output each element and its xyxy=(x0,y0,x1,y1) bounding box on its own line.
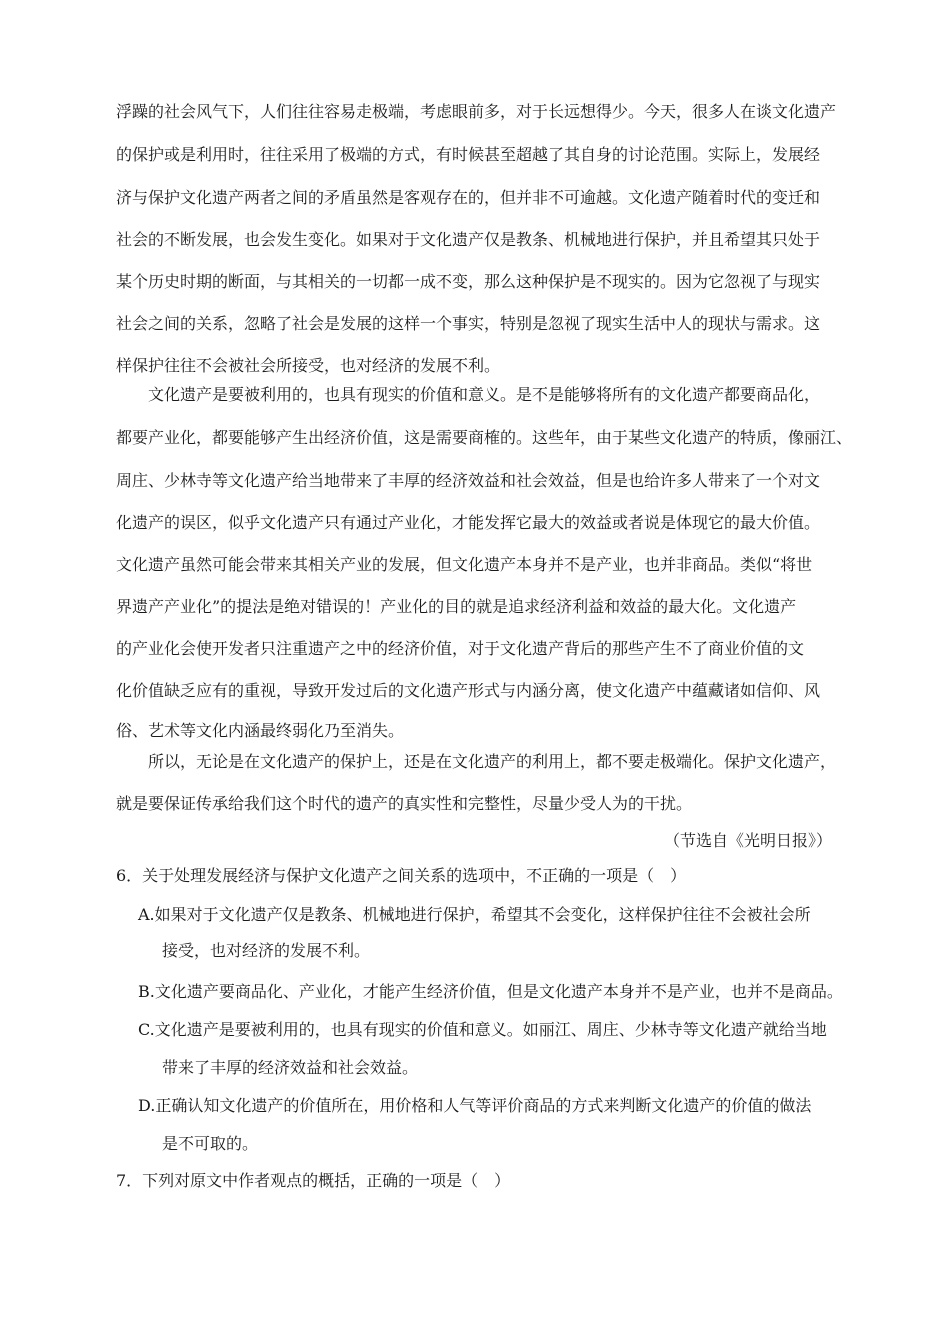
passage-line: 文化遗产虽然可能会带来其相关产业的发展，但文化遗产本身并不是产业，也并非商品。类似“将世 xyxy=(116,555,813,574)
passage-line: 化遗产的误区，似乎文化遗产只有通过产业化，才能发挥它最大的效益或者说是体现它的最大价值。 xyxy=(116,513,821,532)
passage-line: 就是要保证传承给我们这个时代的遗产的真实性和完整性，尽量少受人为的干扰。 xyxy=(116,794,693,813)
passage-line: 文化遗产是要被利用的，也具有现实的价值和意义。是不是能够将所有的文化遗产都要商品化， xyxy=(148,385,821,404)
passage-line: 都要产业化，都要能够产生出经济价值，这是需要商榷的。这些年，由于某些文化遗产的特质，像丽江、 xyxy=(116,428,853,447)
passage-line: 浮躁的社会风气下，人们往往容易走极端，考虑眼前多，对于长远想得少。今天，很多人在谈文化遗产 xyxy=(116,102,837,121)
passage-line: 济与保护文化遗产两者之间的矛盾虽然是客观存在的，但并非不可逾越。文化遗产随着时代的变迁和 xyxy=(116,188,821,207)
passage-line: 俗、艺术等文化内涵最终弱化乃至消失。 xyxy=(116,721,405,740)
question-6-option-d: D.正确认知文化遗产的价值所在，用价格和人气等评价商品的方式来判断文化遗产的价值的做法 xyxy=(138,1096,812,1115)
passage-line: 社会之间的关系，忽略了社会是发展的这样一个事实，特别是忽视了现实生活中人的现状与需求。这 xyxy=(116,314,821,333)
question-7-stem: 7．下列对原文中作者观点的概括，正确的一项是（ ） xyxy=(116,1171,511,1190)
passage-line: 界遗产产业化”的提法是绝对错误的！产业化的目的就是追求经济利益和效益的最大化。文化遗产 xyxy=(116,597,797,616)
passage-line: 的保护或是利用时，往往采用了极端的方式，有时候甚至超越了其自身的讨论范围。实际上，发展经 xyxy=(116,145,821,164)
passage-line: 所以，无论是在文化遗产的保护上，还是在文化遗产的利用上，都不要走极端化。保护文化遗产， xyxy=(148,752,837,771)
source-citation: （节选自《光明日报》） xyxy=(663,831,832,850)
question-6-option-c-cont: 带来了丰厚的经济效益和社会效益。 xyxy=(162,1058,419,1077)
passage-line: 化价值缺乏应有的重视，导致开发过后的文化遗产形式与内涵分离，使文化遗产中蕴藏诸如信仰、风 xyxy=(116,681,821,700)
passage-line: 的产业化会使开发者只注重遗产之中的经济价值，对于文化遗产背后的那些产生不了商业价值的文 xyxy=(116,639,805,658)
question-6-option-a-cont: 接受，也对经济的发展不利。 xyxy=(162,941,371,960)
passage-line: 某个历史时期的断面，与其相关的一切都一成不变，那么这种保护是不现实的。因为它忽视了与现实 xyxy=(116,272,821,291)
question-6-option-d-cont: 是不可取的。 xyxy=(162,1134,259,1153)
question-6-option-a: A.如果对于文化遗产仅是教条、机械地进行保护，希望其不会变化，这样保护往往不会被社会所 xyxy=(138,905,811,924)
passage-line: 社会的不断发展，也会发生变化。如果对于文化遗产仅是教条、机械地进行保护，并且希望其只处于 xyxy=(116,230,821,249)
passage-line: 周庄、少林寺等文化遗产给当地带来了丰厚的经济效益和社会效益，但是也给许多人带来了一个对文 xyxy=(116,471,821,490)
passage-line: 样保护往往不会被社会所接受，也对经济的发展不利。 xyxy=(116,356,501,375)
question-6-option-b: B.文化遗产要商品化、产业化，才能产生经济价值，但是文化遗产本身并不是产业，也并不是商品。 xyxy=(138,982,843,1001)
question-6-stem: 6．关于处理发展经济与保护文化遗产之间关系的选项中，不正确的一项是（ ） xyxy=(116,866,687,885)
question-6-option-c: C.文化遗产是要被利用的，也具有现实的价值和意义。如丽江、周庄、少林寺等文化遗产就给当地 xyxy=(138,1020,827,1039)
